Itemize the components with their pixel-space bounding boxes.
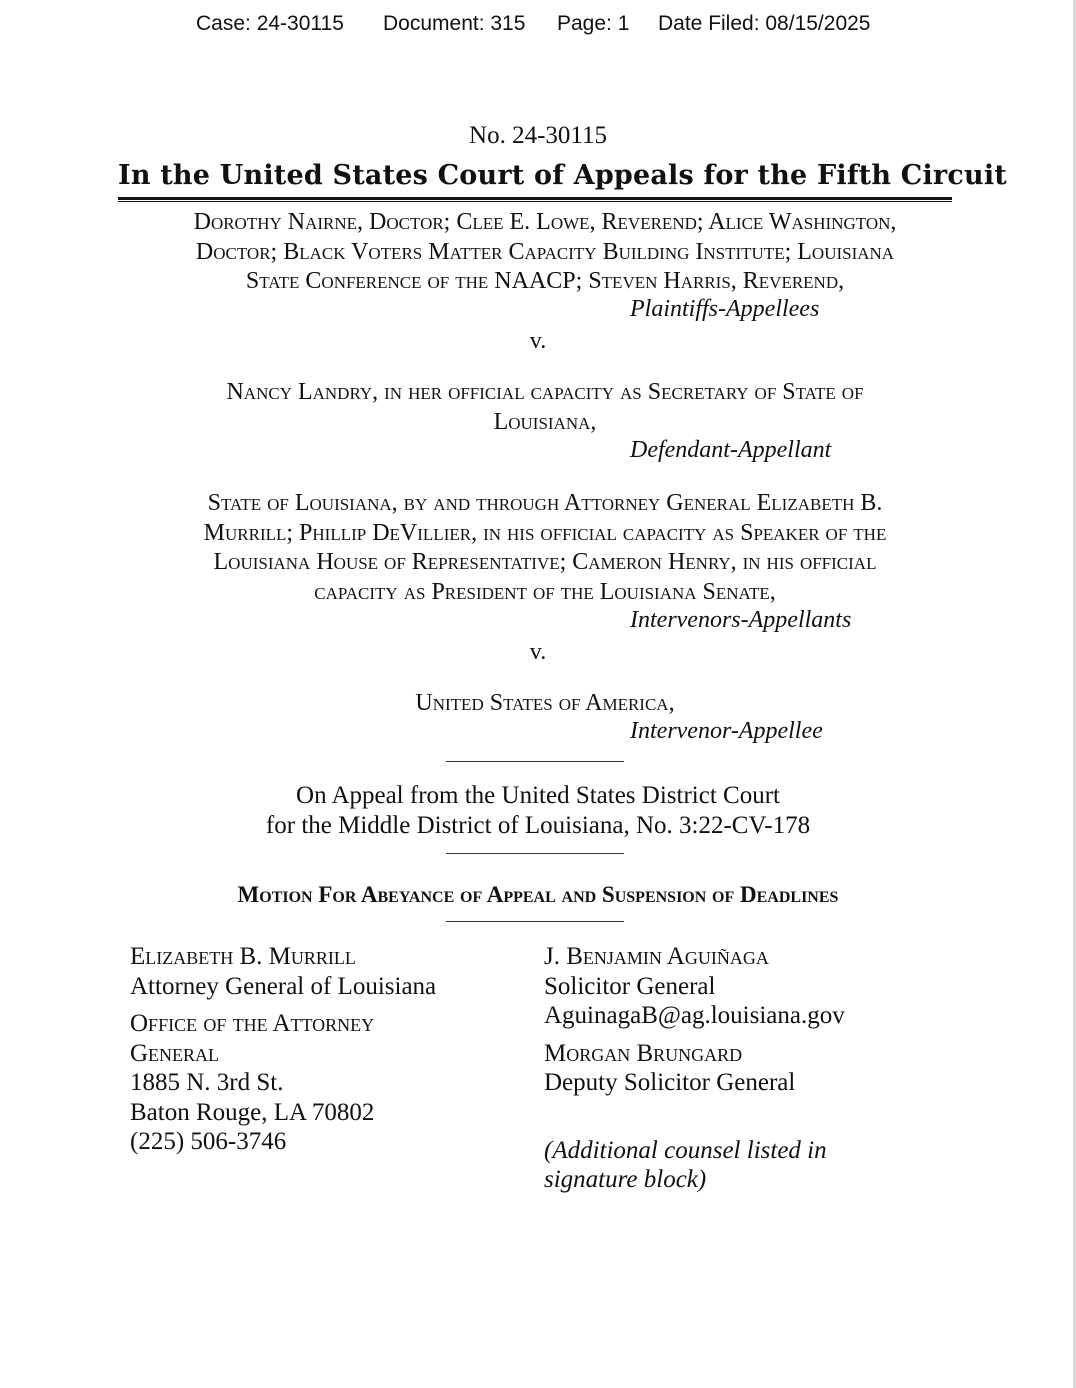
counsel-right (544, 942, 845, 1195)
court-title: In the United States Court of Appeals for the Fifth Circuit (118, 160, 1007, 191)
party-line: United States of America, (415, 690, 675, 716)
page-number: Page: 1 (557, 12, 630, 35)
intervenor-appellee-role: Intervenor-Appellee (630, 718, 823, 744)
party-line: State Conference of the NAACP; Steven Harris, Reverend, (245, 268, 845, 294)
defendant-role: Defendant-Appellant (630, 437, 832, 463)
street-address: 1885 N. 3rd St. (130, 1069, 284, 1096)
city-address: Baton Rouge, LA 70802 (130, 1098, 375, 1126)
intervenors-role: Intervenors-Appellants (630, 607, 852, 633)
additional-counsel-note: signature block) (544, 1166, 707, 1193)
counsel-left (130, 942, 436, 1157)
party-line: Louisiana House of Representative; Cameron Henry, in his official (213, 549, 877, 575)
divider-3 (446, 921, 624, 922)
appeal-line: On Appeal from the United States District Court (296, 782, 780, 809)
party-line: capacity as President of the Louisiana Senate, (314, 578, 776, 605)
phone-number: (225) 506-3746 (130, 1128, 287, 1155)
attorney-email: AguinagaB@ag.louisiana.gov (544, 1002, 845, 1029)
divider-2 (446, 853, 624, 854)
intervenor-appellee-block (110, 689, 980, 719)
party-line: Louisiana, (493, 408, 597, 435)
party-line: State of Louisiana, by and through Attorney General Elizabeth B. (207, 490, 883, 516)
attorney-name: Elizabeth B. Murrill (130, 943, 356, 970)
party-line: Doctor; Black Voters Matter Capacity Building Institute; Louisiana (195, 238, 895, 265)
docket-number: No. 24-30115 (469, 122, 607, 149)
office-line: General (130, 1039, 220, 1067)
intervenors-block (110, 489, 980, 607)
additional-counsel-note: (Additional counsel listed in (544, 1136, 827, 1164)
attorney-name: Morgan Brungard (544, 1039, 743, 1067)
appeal-line: for the Middle District of Louisiana, No. 3:22-CV-178 (265, 812, 811, 839)
party-line: Nancy Landry, in her official capacity as Secretary of State of (226, 379, 864, 405)
plaintiffs-block (110, 208, 980, 297)
case-number: Case: 24-30115 (196, 12, 344, 35)
title-rule (118, 197, 952, 202)
divider-1 (446, 761, 624, 762)
attorney-title: Solicitor General (544, 972, 716, 1000)
defendant-block (110, 378, 980, 437)
versus-1: v. (529, 328, 547, 354)
attorney-title: Deputy Solicitor General (544, 1069, 796, 1096)
party-line: Murrill; Phillip DeVillier, in his official capacity as Speaker of the (203, 519, 887, 546)
plaintiffs-role: Plaintiffs-Appellees (630, 296, 820, 322)
attorney-title: Attorney General of Louisiana (130, 972, 437, 1000)
date-filed: Date Filed: 08/15/2025 (658, 12, 871, 35)
versus-2: v. (529, 639, 547, 665)
party-line: Dorothy Nairne, Doctor; Clee E. Lowe, Reverend; Alice Washington, (193, 209, 897, 235)
attorney-name: J. Benjamin Aguiñaga (544, 943, 769, 970)
document-number: Document: 315 (383, 12, 526, 35)
office-line: Office of the Attorney (130, 1010, 375, 1037)
motion-title: Motion For Abeyance of Appeal and Suspension of Deadlines (237, 882, 839, 907)
appeal-statement (0, 781, 1076, 841)
